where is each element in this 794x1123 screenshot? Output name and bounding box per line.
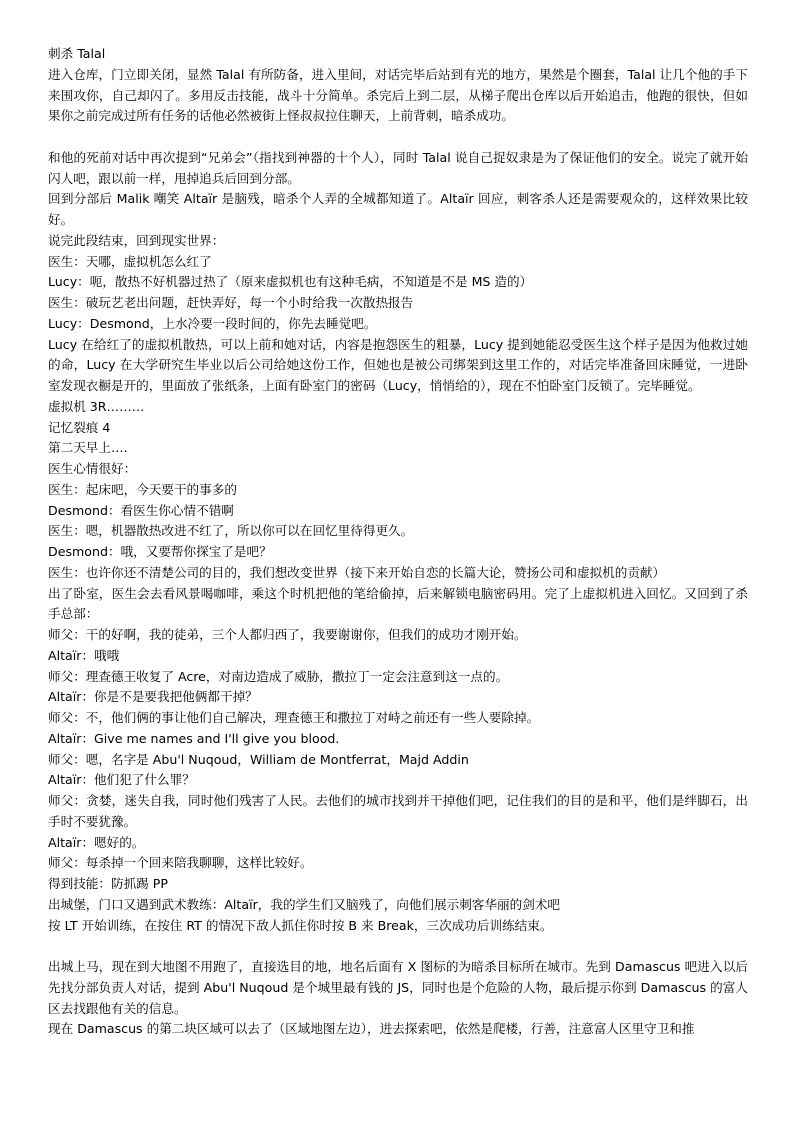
paragraph-vm: 虚拟机 3R……… [48,398,145,414]
paragraph-warehouse: 进入仓库，门立即关闭，显然 Talal 有所防备，进入里间，对话完毕后站到有光的地方，果然是个圈套，Talal 让几个他的手下来围攻你，自己却闪了。多用反击技能，战斗十分简单。杀完后上到二层，从梯子爬出仓库以后开始追击，他跑的很快，但如果你之前完成过所有任务的话他必然被街上怪叔叔拉住聊天，上前背刺，暗杀成功。 [48,66,748,124]
dialogue-line: Desmond：看医生你心情不错啊 [48,502,234,518]
dialogue-line: Altaïr：嗯好的。 [48,834,145,850]
dialogue-line: Altaïr：你是不是要我把他俩都干掉？ [48,689,258,705]
dialogue-line: Desmond：哦，又要帮你探宝了是吧？ [48,544,272,559]
paragraph-brotherhood: 和他的死前对话中再次提到“兄弟会”（指找到神器的十个人），同时 Talal 说自己捉奴隶是为了保证他们的安全。说完了就开始闪人吧，跟以前一样，甩掉追兵后回到分部。 [48,149,748,186]
dialogue-line: 师父：不，他们俩的事让他们自己解决，理查德王和撒拉丁对峙之前还有一些人要除掉。 [48,710,540,725]
paragraph-return-reality: 说完此段结束，回到现实世界： [48,232,225,248]
dialogue-line: 师父：理查德王收复了 Acre，对南边造成了威胁，撒拉丁一定会注意到这一点的。 [48,668,509,684]
dialogue-line: Altaïr：Give me names and I'll give you blood. [48,730,340,746]
paragraph-doctor-mood: 医生心情很好： [48,461,137,476]
dialogue-line: 师父：贪婪，迷失自我，同时他们残害了人民。去他们的城市找到并干掉他们吧，记住我们的目的是和平，他们是绊脚石，出手时不要犹豫。 [48,793,748,829]
paragraph-damascus-district: 现在 Damascus 的第二块区域可以去了（区域地图左边），进去探索吧，依然是爬楼，行善，注意富人区里守卫和推 [48,1021,695,1037]
dialogue-line: 医生：天哪，虚拟机怎么红了 [48,253,212,269]
dialogue-line: 医生：起床吧，今天要干的事多的 [48,481,237,497]
paragraph-lucy: Lucy 在给红了的虚拟机散热，可以上前和她对话，内容是抱怨医生的粗暴，Lucy 提到她能忍受医生这个样子是因为他救过她的命，Lucy 在大学研究生毕业以后公司给她这份工作，但她也是被公司绑架到这里工作的，对话完毕准备回床睡觉，一进卧室发现衣橱是开的，里面放了张纸条，上面有卧室门的密码（Lucy，悄悄给的），现在不怕卧室门反锁了。完毕睡觉。 [48,336,748,393]
dialogue-line: 医生：破玩艺老出问题，赶快弄好，每一个小时给我一次散热报告 [48,295,414,310]
blank-line [48,936,748,957]
blank-line [48,127,748,148]
paragraph-malik: 回到分部后 Malik 嘲笑 Altaïr 是脑残，暗杀个人弄的全城都知道了。Altaïr 回应，刺客杀人还是需要观众的，这样效果比较好。 [48,191,748,227]
dialogue-line: 医生：也许你还不清楚公司的目的，我们想改变世界（接下来开始自恋的长篇大论，赞扬公司和虚拟机的贡献） [48,564,666,580]
paragraph-damascus: 出城上马，现在到大地图不用跑了，直接选目的地，地名后面有 X 图标的为暗杀目标所在城市。先到 Damascus 吧进入以后先找分部负责人对话，提到 Abu'l Nuqoud 是个城里最有钱的 JS，同时也是个危险的人物，最后提示你到 Damascus 的富人区去找跟他有关的信息。 [48,959,748,1016]
dialogue-line: Lucy：Desmond，上水冷要一段时间的，你先去睡觉吧。 [48,315,377,331]
dialogue-line: 师父：嗯，名字是 Abu'l Nuqoud，William de Montferrat，Majd Addin [48,751,469,767]
dialogue-line: Altaïr：哦哦 [48,647,120,663]
dialogue-line: Altaïr：他们犯了什么罪？ [48,772,195,788]
paragraph-skill: 得到技能：防抓踢 PP [48,876,168,891]
dialogue-line: 医生：嗯，机器散热改进不红了，所以你可以在回忆里待得更久。 [48,523,414,539]
dialogue-line: 师父：干的好啊，我的徒弟，三个人都归西了，我要谢谢你，但我们的成功才刚开始。 [48,627,527,642]
paragraph-next-morning: 第二天早上…. [48,440,128,456]
dialogue-line: Lucy：呃，散热不好机器过热了（原来虚拟机也有这种毛病，不知道是不是 MS 造的） [48,274,533,290]
section-title-assassinate-talal: 刺杀 Talal [48,46,106,61]
dialogue-line: 师父：每杀掉一个回来陪我聊聊，这样比较好。 [48,855,313,871]
document-page [48,44,748,1040]
paragraph-steal-pen: 出了卧室，医生会去看风景喝咖啡，乘这个时机把他的笔给偷掉，后来解锁电脑密码用。完了上虚拟机进入回忆。又回到了杀手总部： [48,585,748,622]
section-title-memory-4: 记忆裂痕 4 [48,419,111,435]
paragraph-training: 按 LT 开始训练，在按住 RT 的情况下敌人抓住你时按 B 来 Break，三次成功后训练结束。 [48,917,553,933]
paragraph-trainer: 出城堡，门口又遇到武术教练：Altaïr，我的学生们又脑残了，向他们展示刺客华丽的剑术吧 [48,896,561,912]
